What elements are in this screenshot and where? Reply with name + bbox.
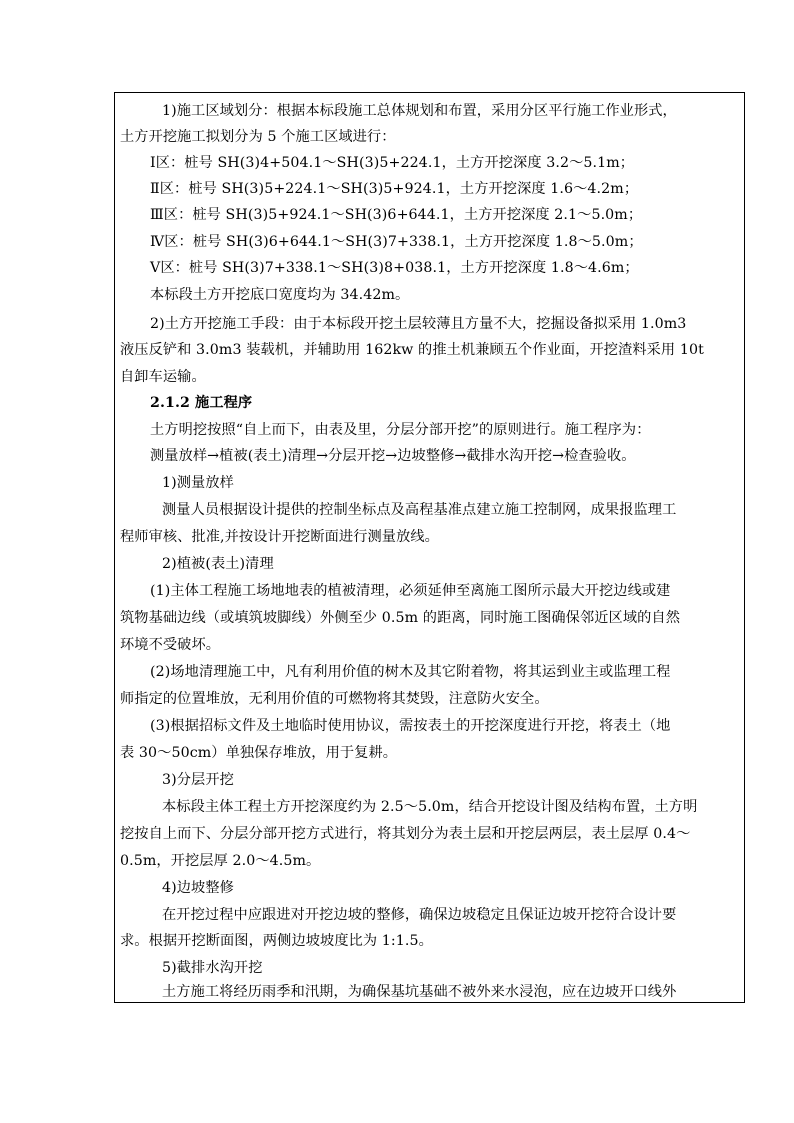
subsection-title: 1)测量放样 [162,475,234,491]
text-line: 挖按自上而下、分层分部开挖方式进行，将其划分为表土层和开挖层两层，表土层厚 0.4～ [120,826,691,842]
text-line: 师指定的位置堆放，无利用价值的可燃物将其焚毁，注意防火安全。 [120,691,549,707]
text-line: 求。根据开挖断面图，两侧边坡坡度比为 1:1.5。 [120,933,433,949]
text-line: 筑物基础边线（或填筑坡脚线）外侧至少 0.5m 的距离，同时施工图确保邻近区域的自然 [120,610,680,626]
subsection-title: 3)分层开挖 [162,772,234,788]
text-line: (1)主体工程施工场地地表的植被清理，必须延伸至离施工图所示最大开挖边线或建 [150,583,671,599]
text-line: Ⅱ区：桩号 SH(3)5+224.1～SH(3)5+924.1，土方开挖深度 1.6～4.2m； [150,181,639,197]
text-line: 土方施工将经历雨季和汛期，为确保基坑基础不被外来水浸泡，应在边坡开口线外 [162,984,677,1000]
text-line: 环境不受破坏。 [120,637,221,653]
text-line: (3)根据招标文件及土地临时使用协议，需按表土的开挖深度进行开挖，将表土（地 [150,718,671,734]
text-line: Ⅰ区：桩号 SH(3)4+504.1～SH(3)5+224.1，土方开挖深度 3.2～5.1m； [150,155,635,171]
text-line: 表 30～50cm）单独保存堆放，用于复耕。 [120,745,398,761]
text-line: 测量放样→植被(表土)清理→分层开挖→边坡整修→截排水沟开挖→检查验收。 [150,448,636,464]
text-line: 液压反铲和 3.0m3 装载机，并辅助用 162kw 的推土机兼顾五个作业面，开挖渣料采用 10t [120,342,704,358]
text-line: 0.5m，开挖层厚 2.0～4.5m。 [120,853,321,869]
text-line: 本标段土方开挖底口宽度均为 34.42m。 [150,287,410,303]
subsection-title: 2)植被(表土)清理 [162,556,274,572]
text-line: 1)施工区域划分：根据本标段施工总体规划和布置，采用分区平行施工作业形式， [162,103,677,119]
text-line: 本标段主体工程土方开挖深度约为 2.5～5.0m，结合开挖设计图及结构布置，土方明 [162,799,698,815]
text-line: 自卸车运输。 [120,369,206,385]
text-line: (2)场地清理施工中，凡有利用价值的树木及其它附着物，将其运到业主或监理工程 [150,664,671,680]
text-line: 测量人员根据设计提供的控制坐标点及高程基准点建立施工控制网，成果报监理工 [162,502,677,518]
text-line: 土方明挖按照“自上而下，由表及里，分层分部开挖”的原则进行。施工程序为： [150,422,651,438]
text-line: Ⅴ区：桩号 SH(3)7+338.1～SH(3)8+038.1，土方开挖深度 1.8～4.6m； [150,260,639,276]
subsection-title: 4)边坡整修 [162,880,234,896]
text-line: 程师审核、批准,并按设计开挖断面进行测量放线。 [120,529,439,545]
section-heading: 2.1.2 施工程序 [150,395,253,411]
text-line: Ⅲ区：桩号 SH(3)5+924.1～SH(3)6+644.1，土方开挖深度 2.1～5.0m； [150,207,643,223]
text-line: 土方开挖施工拟划分为 5 个施工区域进行： [120,129,396,145]
subsection-title: 5)截排水沟开挖 [162,960,263,976]
text-line: 2)土方开挖施工手段：由于本标段开挖土层较薄且方量不大，挖掘设备拟采用 1.0m3 [150,316,687,332]
text-line: 在开挖过程中应跟进对开挖边坡的整修，确保边坡稳定且保证边坡开挖符合设计要 [162,907,677,923]
text-line: Ⅳ区：桩号 SH(3)6+644.1～SH(3)7+338.1，土方开挖深度 1.8～5.0m； [150,234,643,250]
